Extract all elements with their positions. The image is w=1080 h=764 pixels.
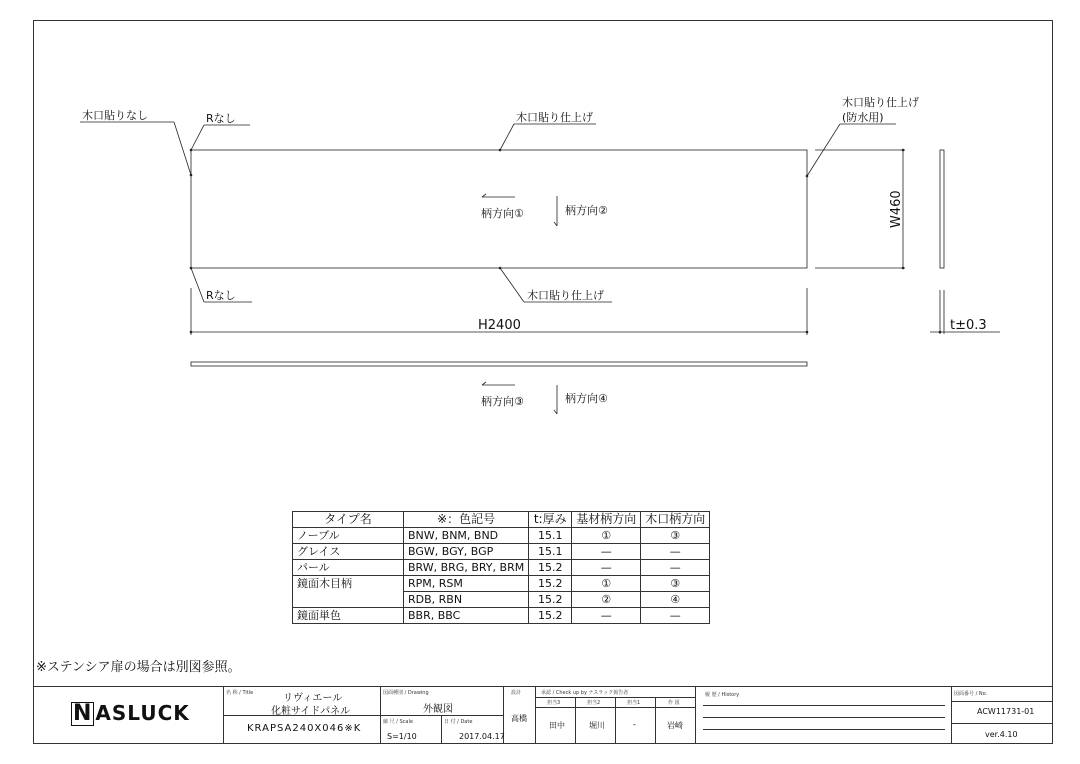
drawing-type: 外観図: [423, 704, 453, 715]
date-caption: 日 付 / Date: [444, 719, 473, 725]
cell-edge-grain: ④: [641, 592, 710, 608]
label-edge-finish-bottom: 木口貼り仕上げ: [527, 289, 604, 302]
label-edge-finish-top: 木口貼り仕上げ: [516, 111, 593, 124]
table-row: [293, 560, 710, 576]
scale-value: S=1/10: [387, 732, 417, 741]
check-caption: 承認 / Check up by ナスラック報告者: [541, 690, 629, 696]
cell-type: パール: [293, 560, 404, 576]
cell-color-code: BBR, BBC: [404, 608, 529, 624]
product-series: リヴィエール: [283, 693, 343, 704]
cell-type: ノーブル: [293, 528, 404, 544]
cell-edge-grain: —: [641, 608, 710, 624]
check-role-3: 担当1: [627, 700, 641, 706]
cell-type: [293, 592, 404, 608]
designer-caption: 設計: [511, 690, 522, 696]
label-no-edge: 木口貼りなし: [82, 109, 148, 122]
cell-type: 鏡面単色: [293, 608, 404, 624]
check-role-4: 作 図: [668, 700, 680, 706]
cell-color-code: RPM, RSM: [404, 576, 529, 592]
panel-edge-view: [191, 362, 807, 366]
cell-base-grain: ①: [572, 528, 641, 544]
title-caption: 名 称 / Title: [226, 690, 254, 696]
version: ver.4.10: [985, 730, 1018, 739]
label-waterproof: (防水用): [842, 111, 884, 124]
cell-color-code: RDB, RBN: [404, 592, 529, 608]
drawing-number: ACW11731-01: [977, 707, 1035, 716]
check-role-2: 担当2: [587, 700, 601, 706]
checker-1: 田中: [549, 721, 565, 730]
designer-name: 高橋: [511, 714, 527, 723]
cell-edge-grain: ③: [641, 528, 710, 544]
width-dimension: W460: [889, 190, 904, 228]
header-base-grain: 基材柄方向: [572, 512, 641, 528]
reference-note: ※ステンシア扉の場合は別図参照。: [36, 660, 241, 675]
cell-thickness: 15.2: [529, 560, 572, 576]
cell-color-code: BNW, BNM, BND: [404, 528, 529, 544]
label-edge-finish-right: 木口貼り仕上げ: [842, 96, 919, 109]
grain-label-3: 柄方向③: [481, 395, 524, 408]
cell-thickness: 15.1: [529, 528, 572, 544]
cell-base-grain: —: [572, 560, 641, 576]
table-row: [293, 576, 710, 592]
check-role-1: 担当3: [547, 700, 561, 706]
panel-side-view: [940, 150, 944, 268]
checker-2: 堀川: [589, 721, 605, 730]
table-row: [293, 528, 710, 544]
header-thickness: t:厚み: [529, 512, 572, 528]
grain-label-4: 柄方向④: [565, 392, 608, 405]
cell-edge-grain: —: [641, 544, 710, 560]
cell-base-grain: ①: [572, 576, 641, 592]
checker-4: 岩崎: [667, 721, 683, 730]
label-no-r-bottom: Rなし: [206, 289, 236, 302]
table-row: [293, 544, 710, 560]
spec-table: [292, 511, 710, 624]
cell-edge-grain: ③: [641, 576, 710, 592]
cell-base-grain: —: [572, 608, 641, 624]
cell-thickness: 15.2: [529, 608, 572, 624]
checker-3: -: [633, 720, 636, 729]
table-row: [293, 608, 710, 624]
header-color-code: ※：色記号: [404, 512, 529, 528]
grain-label-2: 柄方向②: [565, 204, 608, 217]
history-caption: 履 歴 / History: [705, 692, 740, 698]
cell-thickness: 15.2: [529, 592, 572, 608]
model-number: KRAPSA240X046※K: [247, 723, 362, 734]
grain-label-1: 柄方向①: [481, 207, 524, 220]
cell-color-code: BRW, BRG, BRY, BRM: [404, 560, 529, 576]
label-no-r-top: Rなし: [206, 112, 236, 125]
table-header-row: [293, 512, 710, 528]
cell-base-grain: ②: [572, 592, 641, 608]
date-value: 2017.04.17: [459, 732, 505, 741]
cell-base-grain: —: [572, 544, 641, 560]
cell-thickness: 15.2: [529, 576, 572, 592]
scale-caption: 縮 尺 / Scale: [383, 719, 413, 725]
drawing-caption: 図面種別 / Drawing: [383, 690, 429, 696]
cell-color-code: BGW, BGY, BGP: [404, 544, 529, 560]
cell-thickness: 15.1: [529, 544, 572, 560]
cell-type: グレイス: [293, 544, 404, 560]
header-type: タイプ名: [293, 512, 404, 528]
product-name: 化粧サイドパネル: [271, 706, 351, 717]
table-row: [293, 592, 710, 608]
title-block: [33, 686, 1053, 744]
number-caption: 図面番号 / No.: [954, 691, 988, 697]
cell-edge-grain: —: [641, 560, 710, 576]
thickness-dimension: t±0.3: [950, 318, 987, 333]
nasluck-logo: N ASLUCK: [73, 701, 190, 726]
header-edge-grain: 木口柄方向: [641, 512, 710, 528]
cell-type: 鏡面木目柄: [293, 576, 404, 592]
leader-left-edge: [174, 122, 191, 175]
height-dimension: H2400: [478, 318, 521, 333]
